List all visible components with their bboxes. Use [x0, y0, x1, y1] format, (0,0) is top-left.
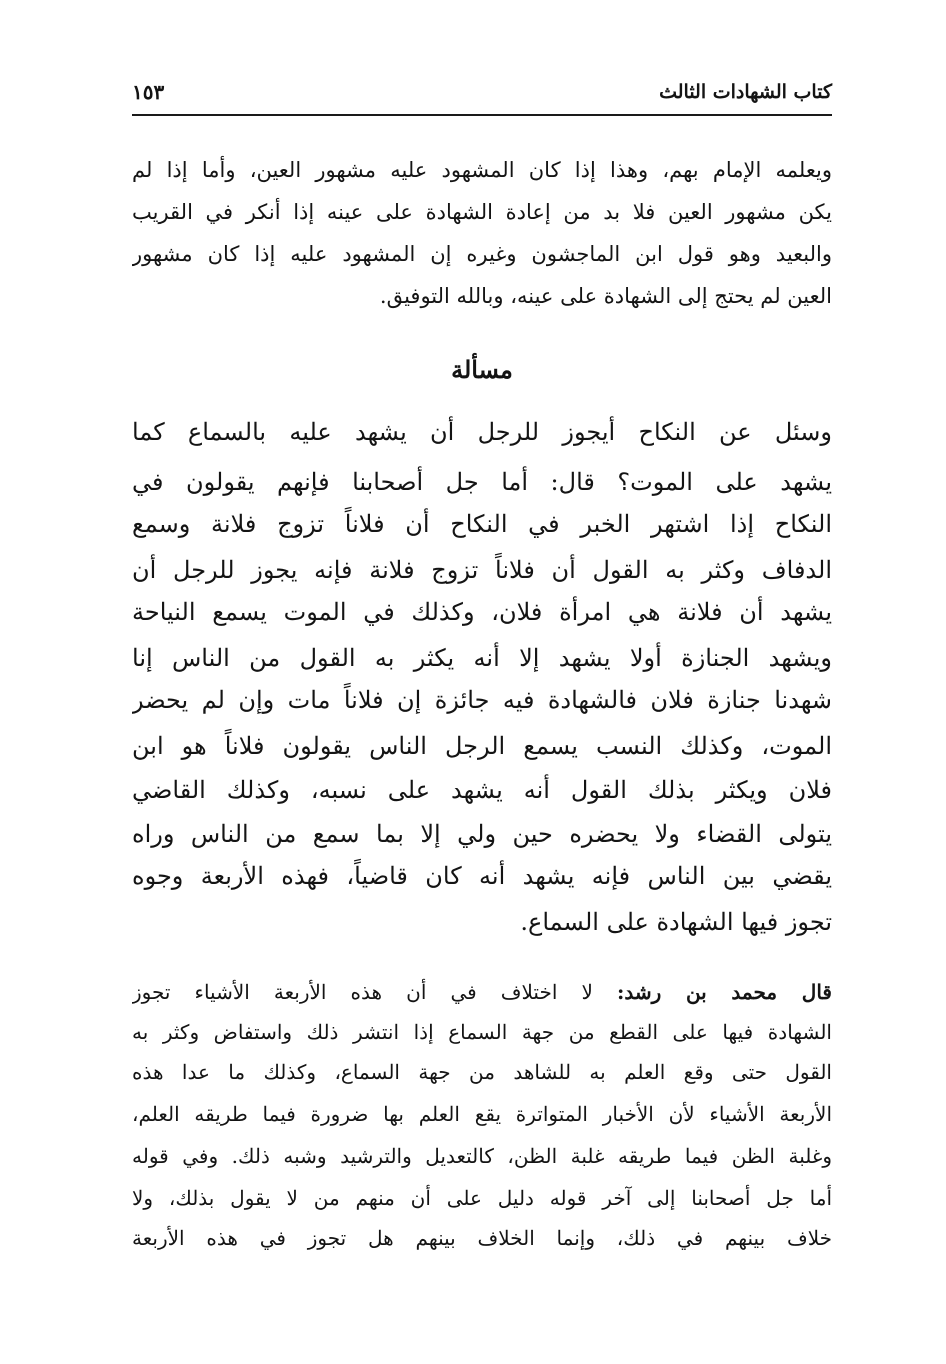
- running-title: كتاب الشهادات الثالث: [659, 81, 832, 103]
- text-line: شهدنا جنازة فلان فالشهادة فيه جائزة إن فلاناً مات وإن لم يحضر: [132, 686, 832, 714]
- text-line: يشهد على الموت؟ قال: أما جل أصحابنا فإنهم يقولون في: [132, 468, 832, 496]
- text-line: يكن مشهور العين فلا بد من إعادة الشهادة على عينه إذا أنكر في القريب: [132, 200, 832, 224]
- text-line: وغلبة الظن فيما طريقه غلبة الظن، كالتعديل والترشيد وشبه ذلك. وفي قوله: [132, 1144, 832, 1168]
- page-number: ١٥٣: [132, 80, 165, 104]
- text-line: خلاف بينهم في ذلك، وإنما الخلاف بينهم هل تجوز في هذه الأربعة: [132, 1226, 832, 1250]
- text-line: والبعيد وهو قول ابن الماجشون وغيره إن المشهود عليه إذا كان مشهور: [132, 242, 832, 266]
- text-line: الدفاف وكثر به القول أن فلاناً تزوج فلانة فإنه يجوز للرجل أن: [132, 556, 832, 584]
- text-line: يتولى القضاء ولا يحضره حين ولي إلا بما سمع من الناس وراه: [132, 820, 832, 848]
- text-line: أما جل أصحابنا إلى آخر قوله دليل على أن منهم من لا يقول بذلك، ولا: [132, 1186, 832, 1210]
- text-line: ويعلمه الإمام بهم، وهذا إذا كان المشهود عليه مشهور العين، وأما إذا لم: [132, 158, 832, 182]
- text-line: يقضي بين الناس فإنه يشهد أنه كان قاضياً، فهذه الأربعة وجوه: [132, 862, 832, 890]
- text-line: وسئل عن النكاح أيجوز للرجل أن يشهد عليه بالسماع كما: [132, 418, 832, 446]
- text-line: تجوز فيها الشهادة على السماع.: [520, 908, 832, 936]
- text-line: ويشهد الجنازة أولا يشهد إلا أنه يكثر به القول من الناس إنا: [132, 644, 832, 672]
- text-line: القول حتى وقع العلم به للشاهد من جهة السماع، وكذلك ما عدا هذه: [132, 1060, 832, 1084]
- commentator-name: قال محمد بن رشد:: [616, 980, 832, 1004]
- section-heading: مسألة: [451, 355, 513, 384]
- text-segment: لا اختلاف في أن هذه الأربعة الأشياء تجوز: [132, 980, 617, 1004]
- text-line: العين لم يحتج إلى الشهادة على عينه، وبالله التوفيق.: [379, 284, 832, 308]
- text-line: الأربعة الأشياء لأن الأخبار المتواترة يقع العلم بها ضرورة فيما طريقه العلم،: [132, 1102, 832, 1126]
- page-header: [132, 74, 832, 110]
- text-line: [132, 972, 832, 1012]
- text-line: النكاح إذا اشتهر الخبر في النكاح أن فلاناً تزوج فلانة وسمع: [132, 510, 832, 538]
- text-line: فلان ويكثر بذلك القول أنه يشهد على نسبه، وكذلك القاضي: [132, 776, 832, 804]
- text-line: الشهادة فيها على القطع من جهة السماع إذا انتشر ذلك واستفاض وكثر به: [132, 1020, 832, 1044]
- text-line: الموت، وكذلك النسب يسمع الرجل الناس يقولون فلاناً هو ابن: [132, 732, 832, 760]
- header-rule: [132, 114, 832, 116]
- text-line: يشهد أن فلانة هي امرأة فلان، وكذلك في الموت يسمع النياحة: [132, 598, 832, 626]
